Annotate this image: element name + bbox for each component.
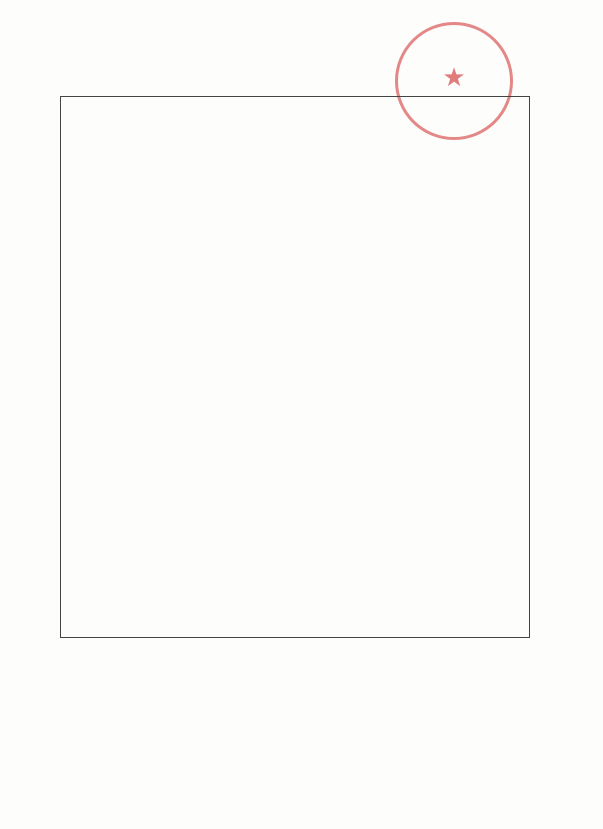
evaluation-table	[60, 96, 530, 638]
seal-star-icon: ★	[442, 63, 466, 93]
